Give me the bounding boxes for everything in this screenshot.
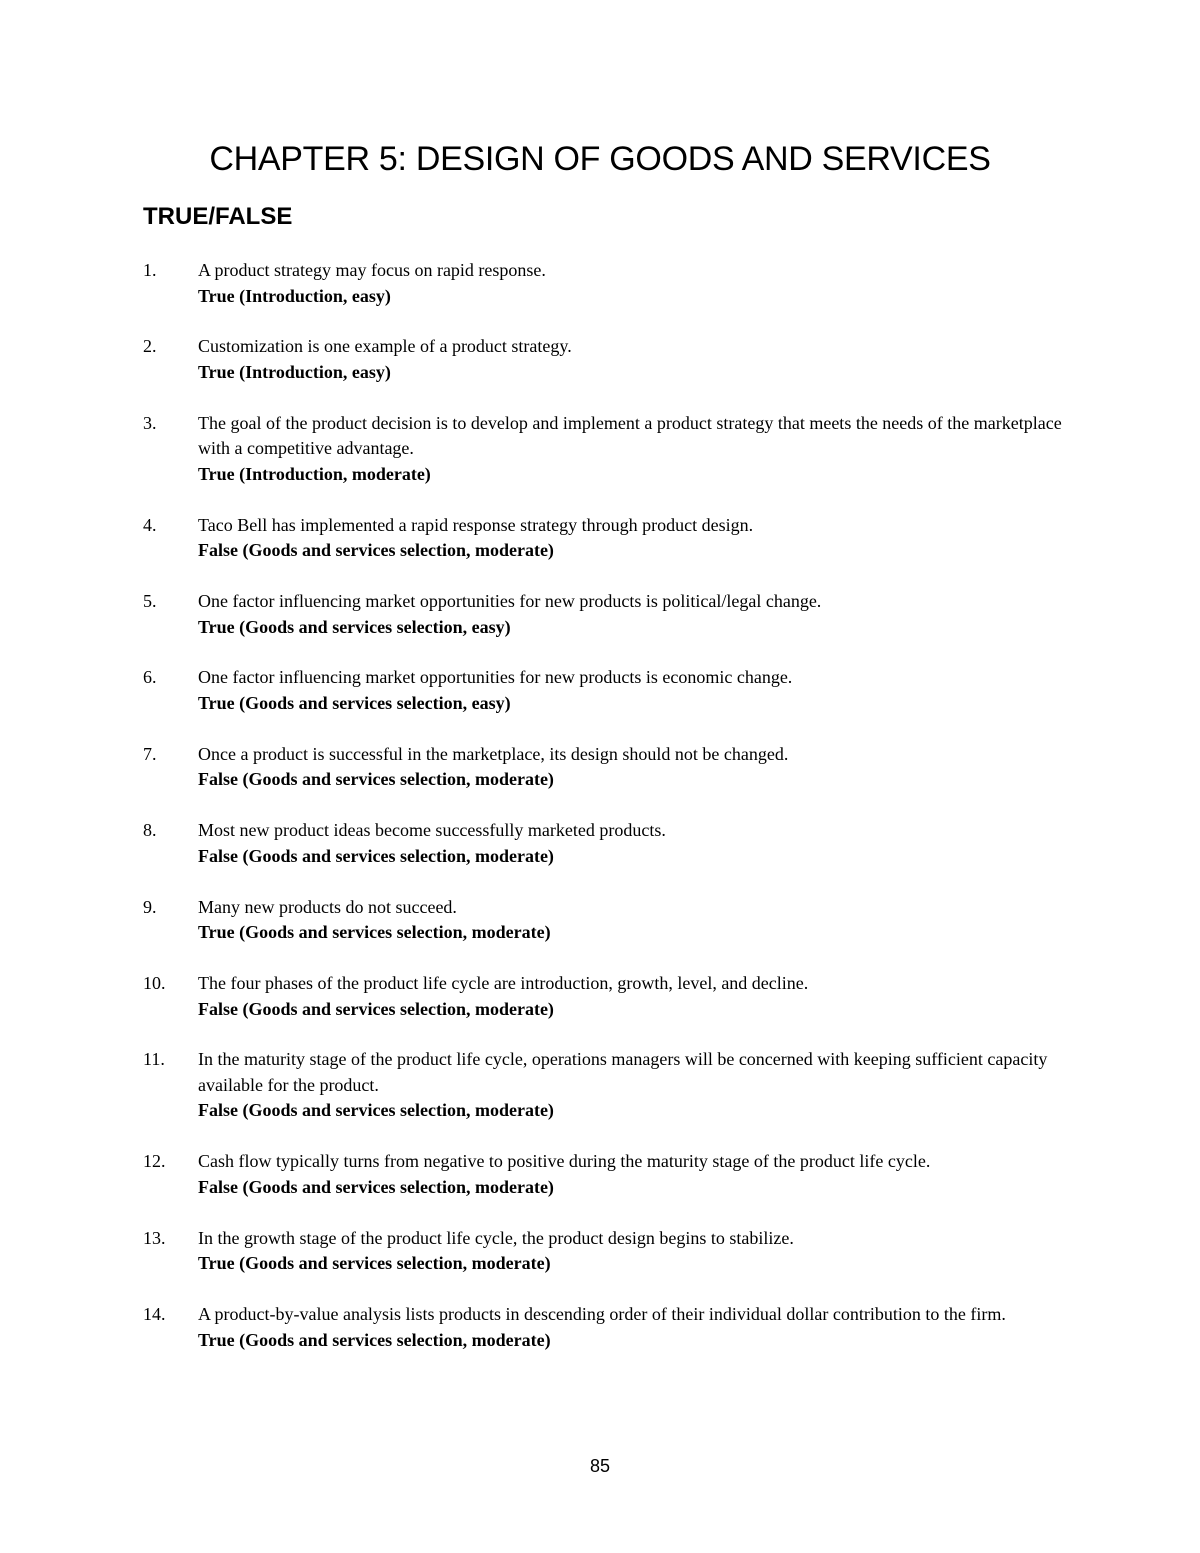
question-item [0,411,1200,488]
question-text: The goal of the product decision is to develop and implement a product strategy that meets the needs of the marketplace with a competitive advantage. [198,412,1062,459]
question-text: The four phases of the product life cycle are introduction, growth, level, and decline. [198,973,809,994]
question-text: Taco Bell has implemented a rapid response strategy through product design. [198,514,754,535]
question-item [0,1047,1200,1124]
question-answer: True (Introduction, easy) [198,361,391,382]
question-body [198,258,1068,309]
question-item [0,334,1200,385]
question-number: 13. [143,1227,166,1248]
question-text: Most new product ideas become successfully marketed products. [198,820,666,841]
question-item [0,818,1200,869]
question-number: 11. [143,1049,165,1070]
question-number: 12. [143,1151,166,1172]
question-number: 1. [143,260,157,280]
question-body [198,742,1068,793]
question-item [0,589,1200,640]
question-body [198,665,1068,716]
question-text: One factor influencing market opportunities for new products is economic change. [198,667,793,688]
question-number: 10. [143,973,166,994]
question-text: In the growth stage of the product life cycle, the product design begins to stabilize. [198,1227,794,1248]
question-answer: True (Goods and services selection, moderate) [198,1253,551,1274]
question-list [0,258,1200,1378]
question-item [0,513,1200,564]
question-text: A product-by-value analysis lists products in descending order of their individual dollar contribution to the firm. [198,1304,1006,1325]
question-item [0,1226,1200,1277]
question-body [198,1302,1068,1353]
question-body [198,1149,1068,1200]
question-answer: False (Goods and services selection, moderate) [198,1176,554,1197]
question-body [198,411,1068,488]
question-text: Customization is one example of a product strategy. [198,336,572,357]
question-answer: True (Goods and services selection, moderate) [198,922,551,943]
question-number: 7. [143,743,157,764]
question-text: In the maturity stage of the product life cycle, operations managers will be concerned with keeping sufficient capacity available for the product. [198,1049,1048,1095]
question-number: 4. [143,514,157,535]
question-body [198,818,1068,869]
question-body [198,589,1068,640]
question-body [198,971,1068,1022]
question-text: Once a product is successful in the marketplace, its design should not be changed. [198,743,789,764]
question-body [198,1047,1068,1124]
question-body [198,895,1068,946]
question-item [0,742,1200,793]
question-answer: False (Goods and services selection, moderate) [198,540,554,561]
question-answer: True (Goods and services selection, easy) [198,616,511,637]
question-item [0,1149,1200,1200]
question-answer: False (Goods and services selection, moderate) [198,1100,554,1121]
question-answer: False (Goods and services selection, moderate) [198,769,554,790]
question-item [0,971,1200,1022]
question-text: Cash flow typically turns from negative to positive during the maturity stage of the product life cycle. [198,1151,931,1172]
page-title: CHAPTER 5: DESIGN OF GOODS AND SERVICES [209,140,991,178]
question-number: 5. [143,591,157,612]
question-item [0,1302,1200,1353]
question-body [198,513,1068,564]
question-answer: False (Goods and services selection, moderate) [198,998,554,1019]
question-number: 3. [143,412,157,433]
question-answer: False (Goods and services selection, moderate) [198,845,554,866]
section-heading: TRUE/FALSE [143,203,293,230]
question-number: 8. [143,820,157,841]
question-number: 6. [143,667,157,688]
question-number: 9. [143,896,157,917]
question-item [0,665,1200,716]
page-number: 85 [589,1456,611,1476]
question-number: 14. [143,1304,166,1325]
question-item [0,258,1200,309]
question-text: A product strategy may focus on rapid response. [198,260,546,280]
question-number: 2. [143,336,157,357]
question-answer: True (Goods and services selection, easy) [198,692,511,713]
question-body [198,334,1068,385]
question-text: Many new products do not succeed. [198,896,457,917]
question-answer: True (Introduction, easy) [198,285,391,306]
question-item [0,895,1200,946]
question-answer: True (Introduction, moderate) [198,463,431,484]
question-body [198,1226,1068,1277]
question-text: One factor influencing market opportunities for new products is political/legal change. [198,591,822,612]
question-answer: True (Goods and services selection, moderate) [198,1329,551,1350]
